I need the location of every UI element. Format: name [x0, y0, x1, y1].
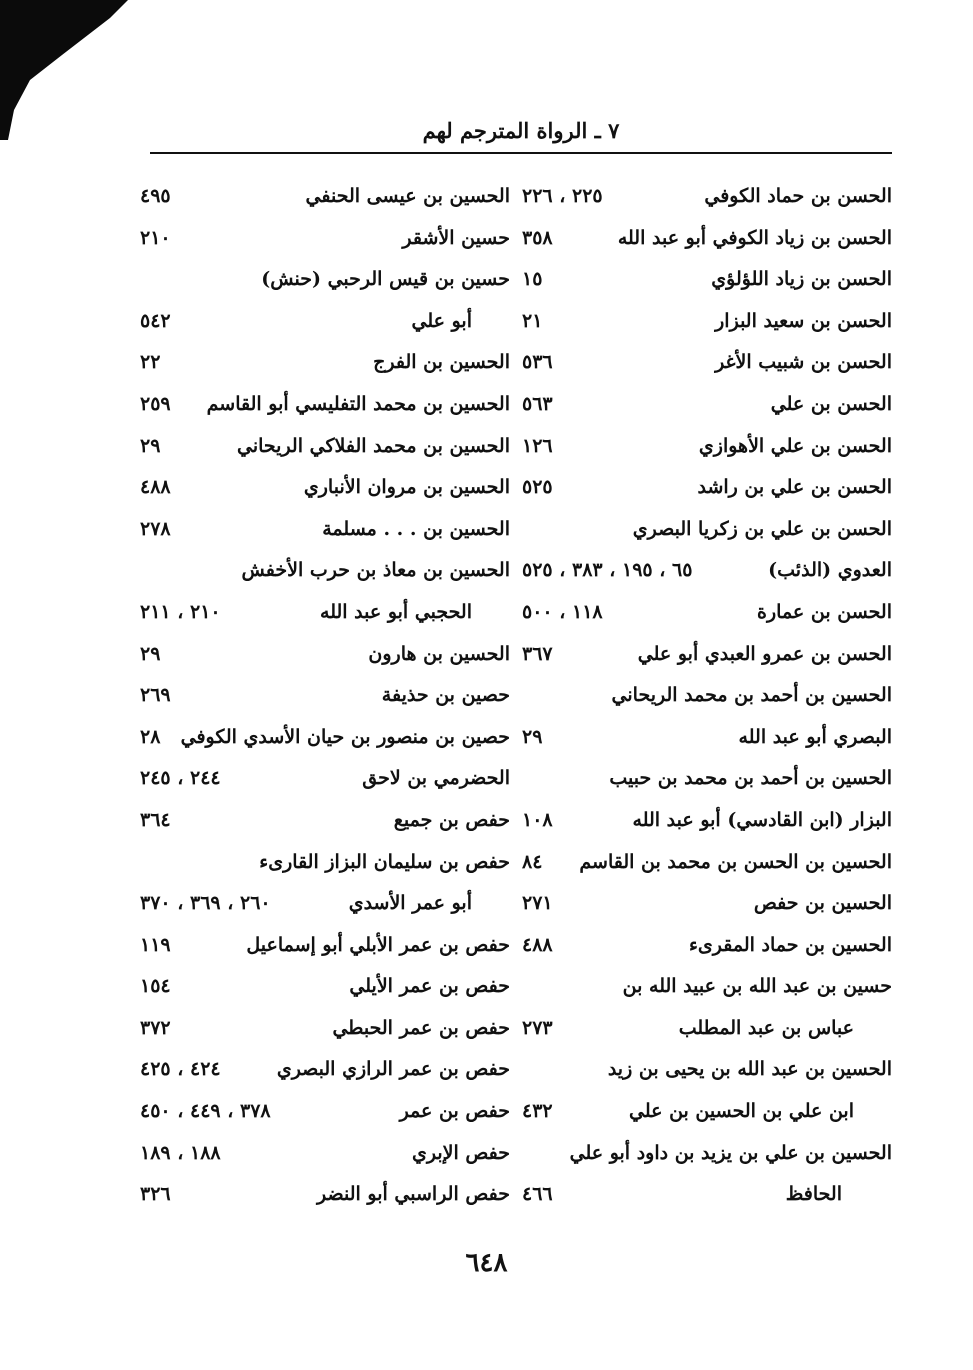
index-entry: الحسين بن أحمد بن محمد بن حبيب	[609, 767, 892, 790]
index-entry: حفص بن عمر ٣٧٨ ، ٤٤٩ ، ٤٥٠	[140, 1100, 510, 1123]
index-entry: حفص بن عمر الأيلي ١٥٤	[140, 975, 510, 998]
index-entry: الحسين بن معاذ بن حرب الأخفش	[241, 559, 510, 582]
index-entry: الحسين بن علي بن يزيد بن داود أبو علي	[569, 1141, 892, 1164]
index-entry: الحسن بن عمارة ١١٨ ، ٥٠٠	[522, 600, 892, 623]
index-entry: عباس بن عبد المطلب ٢٧٣	[522, 1016, 854, 1039]
scan-corner-shadow	[0, 0, 130, 140]
index-entry: الحسين بن الفرج ٢٢	[140, 351, 510, 374]
index-entry: حفص بن عمر الحبطي ٣٧٢	[140, 1016, 510, 1039]
header-rule	[150, 152, 892, 154]
index-entry: حصين بن حذيفة ٢٦٩	[140, 684, 510, 707]
index-entry: حفص بن سليمان البزاز القارىء	[259, 850, 510, 873]
index-entry: حفص بن جميع ٣٦٤	[140, 808, 510, 831]
index-entry: البصري أبو عبد الله ٢٩	[522, 725, 892, 748]
index-entry: الحسن بن سعيد البزار ٢١	[522, 309, 892, 332]
index-entry: الحسن بن علي بن راشد ٥٢٥	[522, 476, 892, 499]
index-entry: الحسين بن الحسن بن محمد بن القاسم ٨٤	[522, 850, 892, 873]
index-entry: حصين بن منصور بن حيان الأسدي الكوفي ٢٨	[140, 725, 510, 748]
index-entry: ابن علي بن الحسين بن علي ٤٣٢	[522, 1100, 854, 1123]
index-entry: الحسن بن علي الأهوازي ١٢٦	[522, 434, 892, 457]
page-header: ٧ ـ الرواة المترجم لهم	[422, 118, 620, 143]
index-entry: الحسين بن حفص ٢٧١	[522, 892, 892, 915]
index-entry: الحسن بن حماد الكوفي ٢٢٥ ، ٢٢٦	[522, 185, 892, 207]
index-entry: الحسين بن محمد التفليسي أبو القاسم ٢٥٩	[140, 392, 510, 415]
index-entry: الحضرمي بن لاحق ٢٤٤ ، ٢٤٥	[140, 767, 510, 790]
index-entry: الحافظ ٤٦٦	[522, 1183, 842, 1206]
right-column	[522, 176, 892, 1216]
page-number: ٦٤٨	[465, 1248, 508, 1278]
index-entry: أبو علي ٥٤٢	[140, 309, 472, 332]
index-entry: أبو عمر الأسدي ٢٦٠ ، ٣٦٩ ، ٣٧٠	[140, 892, 472, 915]
index-entry: حفص بن عمر الرازي البصري ٤٢٤ ، ٤٢٥	[140, 1058, 510, 1081]
left-column	[140, 176, 510, 1216]
index-entry: الحسين بن أحمد بن محمد الريحاني	[611, 684, 892, 707]
index-entry: الحسن بن علي بن زكريا البصري	[632, 517, 892, 540]
index-entry: الحسن بن علي ٥٦٣	[522, 392, 892, 415]
index-entry: الحسين بن هارون ٢٩	[140, 642, 510, 665]
index-entry: الحسين بن . . . مسلمة ٢٧٨	[140, 517, 510, 540]
index-entry: حفص بن عمر الأبلي أبو إسماعيل ١١٩	[140, 933, 510, 956]
index-entry: حسين بن عبد الله بن عبيد الله بن	[622, 975, 892, 998]
index-entry: حسين الأشقر ٢١٠	[140, 226, 510, 249]
index-entry: الحسين بن عيسى الحنفي ٤٩٥	[140, 185, 510, 207]
index-entry: حسين بن قيس الرحبي (حنش)	[261, 268, 510, 291]
index-entry: حفص الإبري ١٨٨ ، ١٨٩	[140, 1141, 510, 1164]
index-entry: الحسين بن عبد الله بن يحيى بن زيد	[607, 1058, 892, 1081]
index-entry: الحسن بن زياد الكوفي أبو عبد الله ٣٥٨	[522, 226, 892, 249]
index-entry: الحسن بن عمرو العبدي أبو علي ٣٦٧	[522, 642, 892, 665]
index-entry: حفص الراسبي أبو النضر ٣٢٦	[140, 1183, 510, 1206]
index-entry: الحسين بن مروان الأنباري ٤٨٨	[140, 476, 510, 499]
index-entry: العدوي (الذئب) ٦٥ ، ١٩٥ ، ٣٨٣ ، ٥٢٥	[522, 559, 892, 582]
index-entry: الحسن بن شبيب الأغر ٥٣٦	[522, 351, 892, 374]
index-entry: الحجبي أبو عبد الله ٢١٠ ، ٢١١	[140, 600, 472, 623]
index-entry: الحسين بن حماد المقرىء ٤٨٨	[522, 933, 892, 956]
index-entry: البزار (ابن القادسي) أبو عبد الله ١٠٨	[522, 808, 892, 831]
index-entry: الحسن بن زياد اللؤلؤي ١٥	[522, 268, 892, 291]
index-entry: الحسين بن محمد الفلاكي الريحاني ٢٩	[140, 434, 510, 457]
